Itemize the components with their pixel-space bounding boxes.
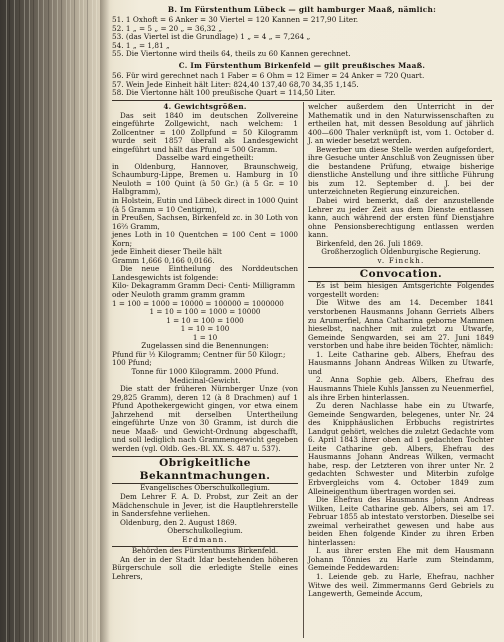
section-divider — [112, 100, 492, 101]
paragraph: An der in der Stadt Idar bestehenden höheren Bürgerschule soll die erledigte Stelle eines Lehrers, — [112, 554, 298, 581]
paragraph: Dabei wird bemerkt, daß der anzustellende Lehrer zu jeder Zeit aus dem Dienste entlassen kann, auch während der ersten fünf Dienstjahre ohne Pensionsberechtigung entlassen werden kann. — [308, 196, 494, 240]
authority-name: Behörden des Fürstenthums Birkenfeld. — [112, 546, 298, 556]
paragraph: Pfund für ½ Kilogramm; Centner für 50 Kilogr.; 100 Pfund; — [112, 349, 286, 368]
section-b-title: B. Im Fürstenthum Lübeck — gilt hamburger Maaß, nämlich: — [167, 5, 437, 14]
paragraph: Zugelassen sind die Benennungen: — [141, 341, 269, 351]
page-stack-edge — [0, 0, 100, 642]
paragraph: Die statt der früheren Nürnberger Unze (von 29,825 Gramm), deren 12 (à 8 Drachmen) auf 1 Pfund Apothekergewicht gingen, vor etwa einem Jahrzehend mit derselben Untertheilung eingeführte Unze von 30 Gramm, ist durch die neue Maaß- und Gewicht-Ordnung abgeschafft, und soll lediglich nach Grammengewicht gegeben werden (vgl. Oldb. Ges.-Bl. XX. S. 487 u. 537). — [112, 384, 298, 453]
section-b-row: 51. 1 Oxhoft = 6 Anker = 30 Viertel = 120 Kannen = 217,90 Liter. — [112, 15, 359, 24]
paragraph: Es ist beim hiesigen Amtsgerichte Folgendes vorgestellt worden: — [308, 281, 494, 299]
units-row: 1 = 10 = 100 = 1000 = 10000 — [149, 307, 261, 317]
section-b-table — [112, 16, 492, 59]
weights-title: 4. Gewichtsgrößen. — [163, 102, 247, 111]
paragraph: Gramm 1,666 0,166 0,0166. — [112, 255, 215, 265]
units-row: 1 = 10 — [192, 332, 218, 342]
paragraph: Die Witwe des am 14. December 1841 verstorbenen Hausmanns Johann Gerriets Albers zu Arumerfiel, Anna Catharina geborne Mammen hieselbst, nachher mit zuletzt zu Utwarfe, Gemeinde Sengwarden, sei am 27. Juni 1849 verstorben und habe ihre beiden Töchter, nämlich: — [308, 298, 494, 351]
left-column — [112, 103, 298, 581]
gutter-shadow — [100, 0, 110, 642]
paragraph: jenes Loth in 10 Quentchen = 100 Cent = 1000 Korn; — [112, 230, 298, 248]
units-row: 1 = 10 = 100 = 1000 — [166, 315, 244, 325]
document-page — [100, 0, 504, 642]
section-c-title: C. Im Fürstenthum Birkenfeld — gilt preußisches Maaß. — [178, 61, 426, 70]
section-c-row: 58. Die Viertonne hält 100 preußische Quart = 114,50 Liter. — [112, 88, 336, 98]
paragraph: Das seit 1840 im deutschen Zollvereine eingeführte Zollgewicht, nach welchem: 1 Zollcentner = 100 Zollpfund = 50 Kilogramm wurde seit 1857 überall als Landesgewicht eingeführt und hält das Pfund = 500 Gramm. — [112, 110, 298, 154]
column-divider — [303, 102, 304, 638]
paragraph: Bewerber um diese Stelle werden aufgefordert, ihre Gesuche unter Anschluß von Zeugnissen über die bestandene Prüfung, etwaige bisherige dienstliche Anstellung und ihre sittliche Führung bis zum 12. September d. J. bei der unterzeichneten Regierung einzureichen. — [308, 144, 494, 197]
paragraph: Tonne für 1000 Kilogramm. 2000 Pfund. — [131, 366, 279, 376]
section-c-row: 57. Wein Jede Einheit hält Liter: 824,40 137,40 68,70 34,35 1,145. — [112, 79, 359, 89]
units-row: 1 = 10 = 100 — [180, 324, 230, 334]
paragraph: in Preußen, Sachsen, Birkenfeld zc. in 30 Loth von 16⅔ Gramm, — [112, 213, 298, 231]
section-b-row: 54. 1 „ = 1,81 „ — [112, 40, 170, 50]
paragraph: Dasselbe ward eingetheilt: — [156, 153, 254, 163]
section-c-row: 56. Für wird gerechnet nach 1 Faber = 6 Ohm = 12 Eimer = 24 Anker = 720 Quart. — [112, 71, 425, 80]
paragraph: 1. Leite Catharine geb. Albers, Ehefrau des Hausmanns Johann Andreas Wilken zu Utwarfe, und — [308, 349, 494, 376]
date-line: Oldenburg, den 2. August 1869. — [120, 517, 237, 527]
paragraph: Dem Lehrer F. A. D. Probst, zur Zeit an der Mädchenschule in Jever, ist die Hauptlehrerstelle in Sandersfehne verliehen. — [112, 491, 298, 519]
section-b-row: 55. Die Viertonne wird theils 64, theils zu 60 Kannen gerechnet. — [112, 49, 351, 59]
paragraph: Die neue Eintheilung des Norddeutschen Landesgewichts ist folgende: — [112, 264, 298, 282]
date-line: Birkenfeld, den 26. Juli 1869. — [316, 238, 424, 248]
units-header: Kilo- Dekagramm Gramm Deci- Centi- Milligramm oder Neuloth gramm gramm gramm — [112, 281, 296, 300]
convocation-title: Convocation. — [308, 267, 494, 282]
right-column — [308, 103, 494, 599]
authority-name: Evangelisches Oberschulkollegium. — [140, 483, 270, 493]
subheading: Medicinal-Gewicht. — [169, 375, 241, 385]
paragraph: 2. Anna Sophie geb. Albers, Ehefrau des Hausmanns Thiele Kuhls Janssen zu Neuenmerfiel, als ihre Erben hinterlassen. — [308, 375, 494, 402]
signature-name: v. Finckh. — [377, 255, 425, 265]
signature-name: Erdmann. — [182, 534, 228, 544]
paragraph: Zu deren Nachlasse habe ein zu Utwarfe, Gemeinde Sengwarden, belegenes, unter Nr. 24 des Knipphäuslichen Erbbuchs registrirtes Landgut gehört, welches die zuletzt Gedachte vom 6. April 1843 ihrer oben ad 1 gedachten Tochter Leite Catharine geb. Albers, Ehefrau des Hausmanns Johann Andreas Wilken, vermacht habe, resp. der Letzteren von ihrer unter Nr. 2 gedachten Schwester und Miterbin zufolge Erbvergleichs vom 4. October 1849 zum Alleineigenthum übertragen worden sei. — [308, 401, 494, 496]
paragraph: Die Ehefrau des Hausmanns Johann Andreas Wilken, Leite Catharine geb. Albers, sei am 17. Februar 1855 ab intestato verstorben. Dieselbe sei zweimal verheirathet gewesen und habe aus beiden Ehen folgende Kinder zu ihren Erben hinterlassen: — [308, 495, 494, 547]
section-b-row: 52. 1 „ = 5 „ = 20 „ = 36,32 „ — [112, 23, 223, 33]
paragraph: 1. Leiende geb. zu Harle, Ehefrau, nachher Witwe des weil. Zimmermanns Gerd Gebriels zu Langewerth, Gemeinde Accum, — [308, 571, 494, 599]
units-row: 1 = 100 = 1000 = 10000 = 100000 = 1000000 — [112, 298, 284, 308]
paragraph: jede Einheit dieser Theile hält — [112, 247, 222, 257]
paragraph: welcher außerdem den Unterricht in der Mathematik und in den Naturwissenschaften zu ertheilen hat, mit dessen Besoldung auf jährlich 400—600 Thaler verknüpft ist, vom 1. October d. J. an wieder besetzt werden. — [308, 102, 494, 146]
signature-office: Großherzoglich Oldenburgische Regierung. — [321, 247, 481, 257]
paragraph: I. aus ihrer ersten Ehe mit dem Hausmann Johann Tönnies zu Harle zum Steindamm, Gemeinde Feddewarden: — [308, 546, 494, 573]
signature-office: Oberschulkollegium. — [167, 526, 243, 536]
announcements-title: Obrigkeitliche Bekanntmachungen. — [112, 456, 298, 484]
section-b-row: 53. (das Viertel ist die Grundlage) 1 „ = 4 „ = 7,264 „ — [112, 32, 311, 42]
section-c-table — [112, 72, 492, 98]
paragraph: in Holstein, Eutin und Lübeck direct in 1000 Quint (à 5 Gramm = 10 Centigrm), — [112, 196, 298, 214]
paragraph: in Oldenburg, Hannover, Braunschweig, Schaumburg-Lippe, Bremen u. Hamburg in 10 Neuloth = 100 Quint (à 50 Gr.) (à 5 Gr. = 10 Halbgramm), — [112, 161, 298, 197]
